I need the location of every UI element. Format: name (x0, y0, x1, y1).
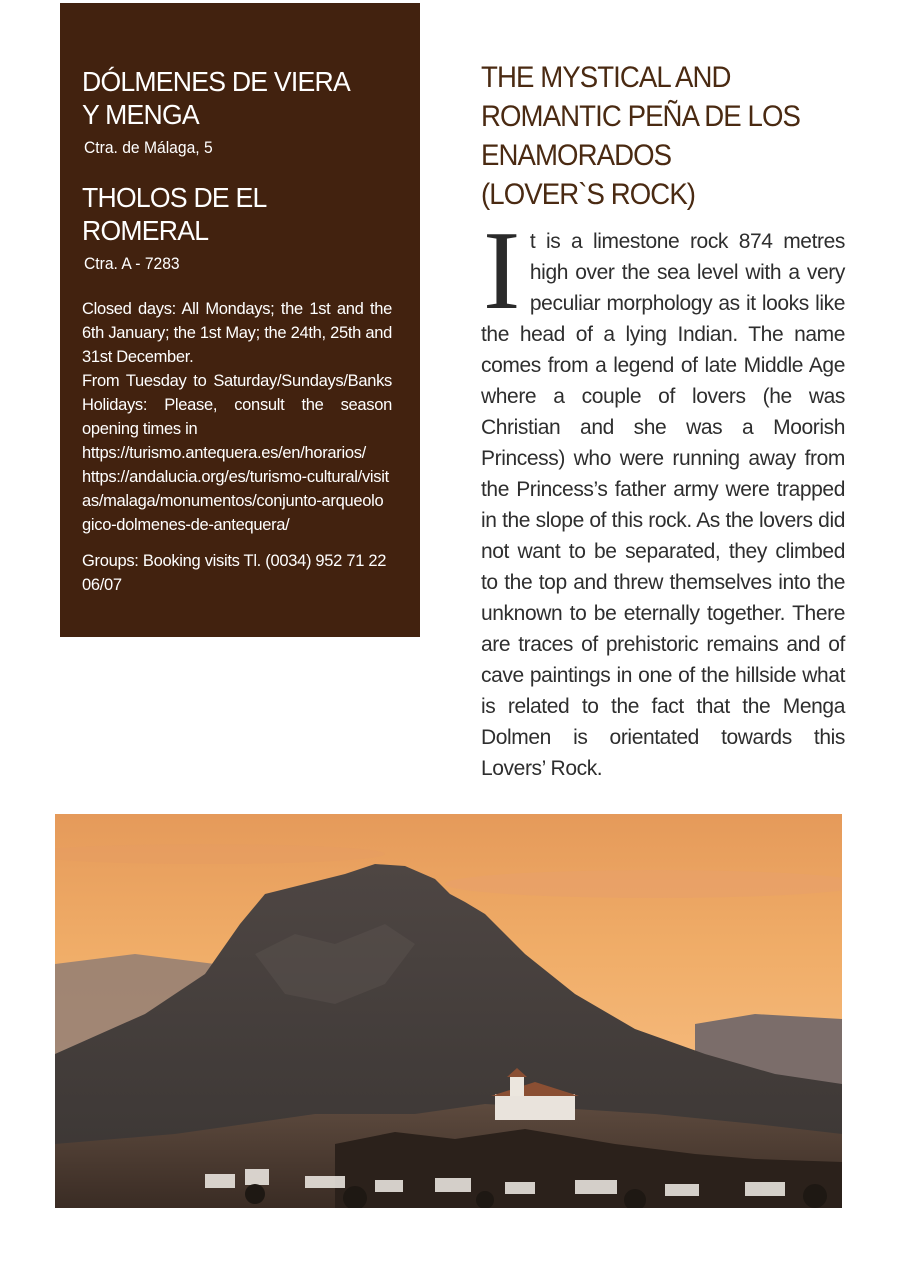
article-body (481, 209, 845, 784)
turismo-link[interactable]: https://turismo.antequera.es/en/horarios/ (82, 444, 366, 462)
group-booking-text: Groups: Booking visits Tl. (0034) 952 71 22 06/07 (82, 552, 387, 594)
lovers-rock-article (481, 58, 845, 784)
site-title-tholos: THOLOS DE EL ROMERAL (82, 182, 267, 246)
visitor-info-box (60, 3, 420, 637)
site-block-dolmenes (82, 65, 392, 159)
closed-days-text: Closed days: All Mondays; the 1st and the 6th January; the 1st May; the 24th, 25th and 31st December. (82, 300, 392, 366)
drop-cap: I (483, 209, 520, 333)
andalucia-link[interactable]: https://andalucia.org/es/turismo-cultural/visitas/malaga/monumentos/conjunto-arqueologico-dolmenes-de-antequera/ (82, 468, 389, 534)
sunset-landscape-image (55, 814, 842, 1208)
lovers-rock-photo (55, 814, 842, 1208)
site-title-dolmenes: DÓLMENES DE VIERA Y MENGA (82, 66, 350, 130)
site-address-tholos: Ctra. A - 7283 (84, 254, 180, 273)
site-address-dolmenes: Ctra. de Málaga, 5 (84, 138, 213, 157)
opening-times-text: From Tuesday to Saturday/Sundays/Banks Holidays: Please, consult the season opening times in (82, 372, 392, 438)
opening-hours (82, 297, 392, 537)
site-block-tholos (82, 181, 392, 275)
article-body-text: t is a limestone rock 874 metres high over the sea level with a very peculiar morphology as it looks like the head of a lying Indian. The name comes from a legend of late Middle Age where a couple of lovers (he was Christian and she was a Moorish Princess) who were running away from the Princess’s father army were trapped in the slope of this rock. As the lovers did not want to be separated, they climbed to the top and threw themselves into the unknown to be eternally together. There are traces of prehistoric remains and of cave paintings in one of the hillside what is related to the fact that the Menga Dolmen is orientated towards this Lovers’ Rock. (481, 230, 845, 780)
article-title: THE MYSTICAL AND ROMANTIC PEÑA DE LOS ENAMORADOS (LOVER`S ROCK) (481, 61, 801, 211)
